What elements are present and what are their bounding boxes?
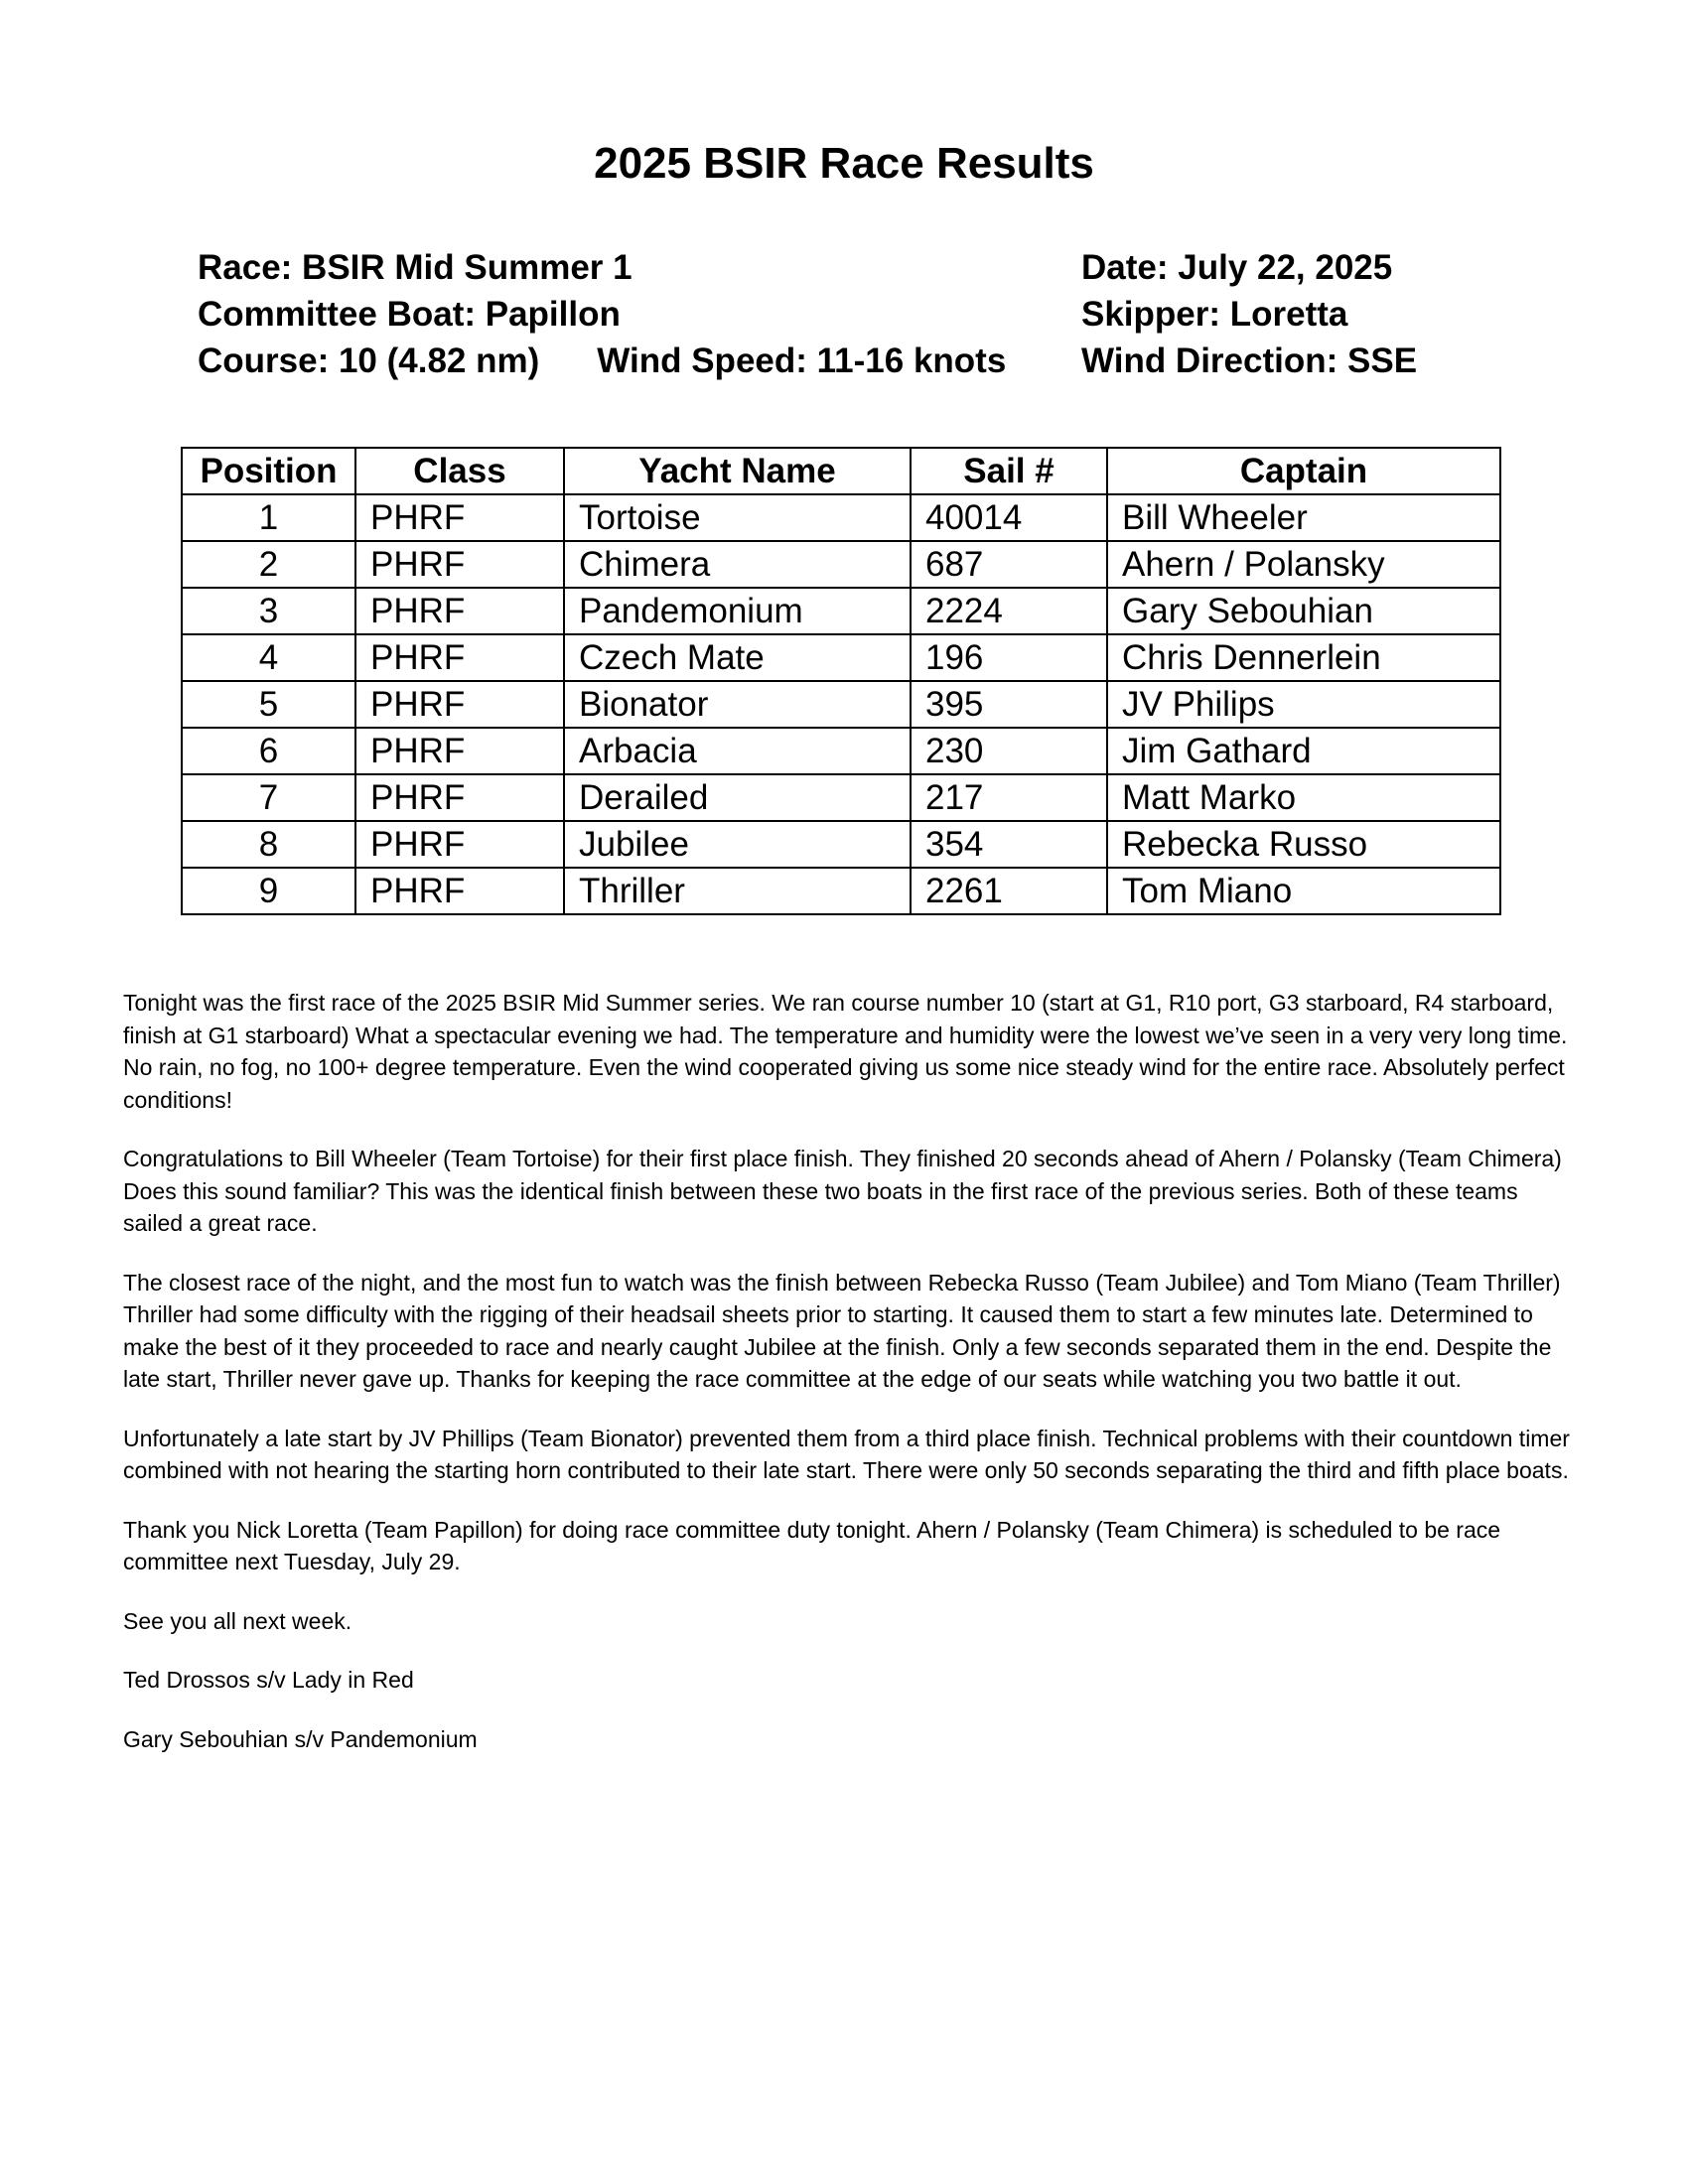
wind-direction: Wind Direction: SSE xyxy=(1081,341,1418,380)
report-paragraph: Congratulations to Bill Wheeler (Team Tortoise) for their first place finish. They finished 20 seconds ahead of Ahern / Polansky (Team Chimera) Does this sound familiar? This was the identical finish between these two boats in the first race of the previous series. Both of these teams sailed a great race. xyxy=(123,1146,1562,1236)
header-sail-number: Sail # xyxy=(911,448,1107,494)
wind-speed: Wind Speed: 11-16 knots xyxy=(597,341,1007,380)
table-row xyxy=(182,868,1500,914)
cell-position: 2 xyxy=(182,541,355,588)
cell-sail-number: 230 xyxy=(911,728,1107,774)
cell-captain: JV Philips xyxy=(1107,681,1500,728)
cell-class: PHRF xyxy=(355,868,564,914)
cell-captain: Gary Sebouhian xyxy=(1107,588,1500,634)
cell-captain: Bill Wheeler xyxy=(1107,494,1500,541)
cell-yacht-name: Arbacia xyxy=(564,728,911,774)
cell-yacht-name: Jubilee xyxy=(564,821,911,868)
cell-yacht-name: Pandemonium xyxy=(564,588,911,634)
table-row xyxy=(182,728,1500,774)
cell-sail-number: 40014 xyxy=(911,494,1107,541)
cell-yacht-name: Chimera xyxy=(564,541,911,588)
cell-captain: Jim Gathard xyxy=(1107,728,1500,774)
report-paragraph: Unfortunately a late start by JV Phillips (Team Bionator) prevented them from a third place finish. Technical problems with their countdown timer combined with not hearing the starting horn contributed to their late start. There were only 50 seconds separating the third and fifth place boats. xyxy=(123,1425,1570,1483)
cell-position: 9 xyxy=(182,868,355,914)
cell-sail-number: 2261 xyxy=(911,868,1107,914)
cell-captain: Tom Miano xyxy=(1107,868,1500,914)
cell-sail-number: 217 xyxy=(911,774,1107,821)
cell-sail-number: 687 xyxy=(911,541,1107,588)
table-row xyxy=(182,821,1500,868)
report-paragraph: The closest race of the night, and the most fun to watch was the finish between Rebecka Russo (Team Jubilee) and Tom Miano (Team Thriller) Thriller had some difficulty with the rigging of their headsail sheets prior to starting. It caused them to start a few minutes late. Determined to make the best of it they proceeded to race and nearly caught Jubilee at the finish. Only a few seconds separated them in the end. Despite the late start, Thriller never gave up. Thanks for keeping the race committee at the edge of our seats while watching you two battle it out. xyxy=(123,1269,1561,1392)
header-yacht-name: Yacht Name xyxy=(564,448,911,494)
cell-sail-number: 354 xyxy=(911,821,1107,868)
cell-position: 3 xyxy=(182,588,355,634)
cell-class: PHRF xyxy=(355,681,564,728)
cell-position: 4 xyxy=(182,634,355,681)
cell-position: 5 xyxy=(182,681,355,728)
cell-sail-number: 2224 xyxy=(911,588,1107,634)
cell-yacht-name: Czech Mate xyxy=(564,634,911,681)
closing-line: See you all next week. xyxy=(123,1607,352,1634)
table-row xyxy=(182,681,1500,728)
cell-captain: Matt Marko xyxy=(1107,774,1500,821)
cell-captain: Ahern / Polansky xyxy=(1107,541,1500,588)
cell-class: PHRF xyxy=(355,541,564,588)
race-date: Date: July 22, 2025 xyxy=(1081,248,1393,287)
table-row xyxy=(182,774,1500,821)
report-paragraph: Tonight was the first race of the 2025 BSIR Mid Summer series. We ran course number 10 (start at G1, R10 port, G3 starboard, R4 starboard, finish at G1 starboard) What a spectacular evening we had. The temperature and humidity were the lowest we’ve seen in a very very long time. No rain, no fog, no 100+ degree temperature. Even the wind cooperated giving us some nice steady wind for the entire race. Absolutely perfect conditions! xyxy=(123,990,1568,1113)
header-class: Class xyxy=(355,448,564,494)
race-report xyxy=(123,987,1573,1782)
cell-class: PHRF xyxy=(355,728,564,774)
cell-class: PHRF xyxy=(355,774,564,821)
cell-yacht-name: Derailed xyxy=(564,774,911,821)
report-paragraph: Thank you Nick Loretta (Team Papillon) for doing race committee duty tonight. Ahern / Polansky (Team Chimera) is scheduled to be race committee next Tuesday, July 29. xyxy=(123,1516,1501,1574)
cell-sail-number: 395 xyxy=(911,681,1107,728)
cell-class: PHRF xyxy=(355,588,564,634)
cell-position: 8 xyxy=(182,821,355,868)
cell-sail-number: 196 xyxy=(911,634,1107,681)
signature-line: Gary Sebouhian s/v Pandemonium xyxy=(123,1725,478,1752)
table-row xyxy=(182,588,1500,634)
table-row xyxy=(182,634,1500,681)
header-captain: Captain xyxy=(1107,448,1500,494)
race-name: Race: BSIR Mid Summer 1 xyxy=(198,248,633,287)
committee-boat: Committee Boat: Papillon xyxy=(198,295,621,334)
table-row xyxy=(182,494,1500,541)
page-title: 2025 BSIR Race Results xyxy=(594,139,1094,188)
race-info-left xyxy=(198,244,1006,384)
cell-position: 1 xyxy=(182,494,355,541)
cell-position: 6 xyxy=(182,728,355,774)
results-table xyxy=(181,447,1501,915)
cell-yacht-name: Thriller xyxy=(564,868,911,914)
signature-line: Ted Drossos s/v Lady in Red xyxy=(123,1667,414,1693)
table-header-row xyxy=(182,448,1500,494)
cell-captain: Rebecka Russo xyxy=(1107,821,1500,868)
header-position: Position xyxy=(182,448,355,494)
cell-position: 7 xyxy=(182,774,355,821)
race-info-right xyxy=(1081,244,1417,384)
cell-yacht-name: Tortoise xyxy=(564,494,911,541)
cell-class: PHRF xyxy=(355,494,564,541)
cell-class: PHRF xyxy=(355,634,564,681)
cell-captain: Chris Dennerlein xyxy=(1107,634,1500,681)
course: Course: 10 (4.82 nm) xyxy=(198,341,540,380)
course-wind-line xyxy=(198,338,1006,384)
skipper: Skipper: Loretta xyxy=(1081,295,1348,334)
cell-yacht-name: Bionator xyxy=(564,681,911,728)
cell-class: PHRF xyxy=(355,821,564,868)
table-row xyxy=(182,541,1500,588)
